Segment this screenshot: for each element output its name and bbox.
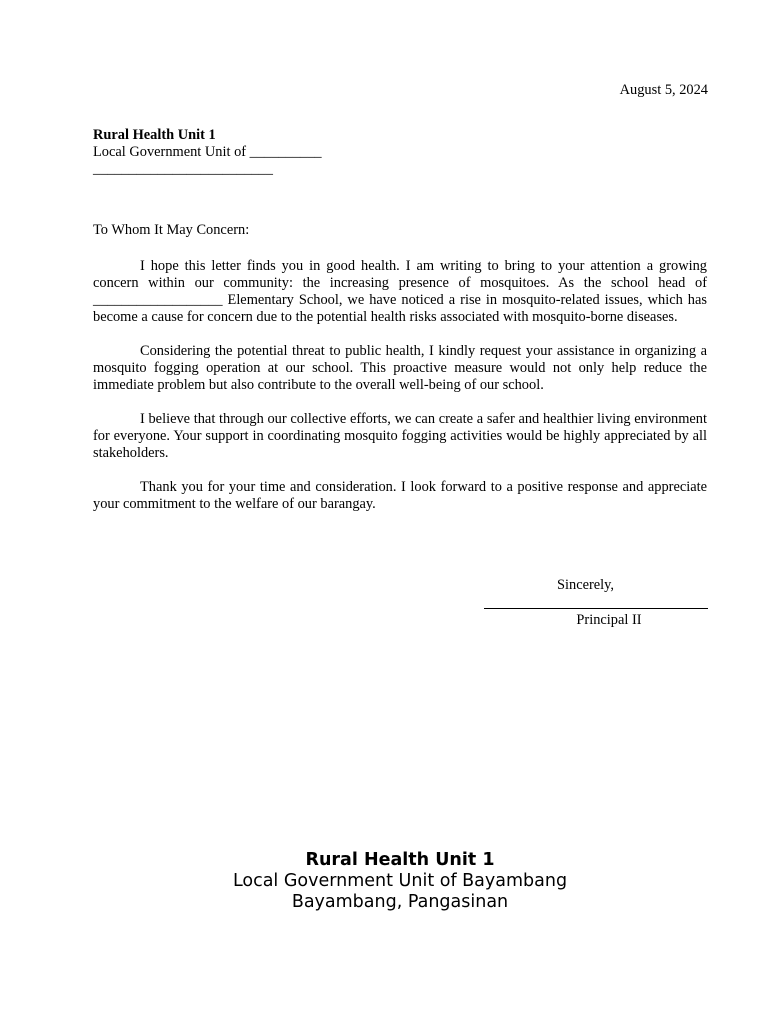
- recipient-line-2: _________________________: [93, 161, 273, 177]
- signature-line: [484, 608, 708, 609]
- letter-footer: [0, 850, 768, 913]
- recipient-block: [93, 127, 693, 178]
- body-paragraph-3: I believe that through our collective efforts, we can create a safer and healthier living environment for everyone. Your support in coordinating mosquito fogging activities would be highly appreciated by all stakeholders.: [93, 411, 707, 461]
- footer-line-1: Local Government Unit of Bayambang: [232, 871, 568, 891]
- closing-block: [484, 577, 708, 629]
- body-paragraph-2: Considering the potential threat to public health, I kindly request your assistance in organizing a mosquito fogging operation at our school. This proactive measure would not only help reduce the immediate problem but also contribute to the overall well-being of our school.: [93, 343, 707, 393]
- letter-body: [93, 258, 707, 530]
- closing-phrase: Sincerely,: [557, 577, 615, 593]
- signatory-title: Principal II: [576, 612, 642, 628]
- footer-title: Rural Health Unit 1: [305, 850, 495, 870]
- recipient-name: Rural Health Unit 1: [93, 127, 216, 143]
- body-paragraph-1: I hope this letter finds you in good health. I am writing to bring to your attention a growing concern within our community: the increasing presence of mosquitoes. As the school head of __________________ Elementary School, we have noticed a rise in mosquito-related issues, which has become a cause for concern due to the potential health risks associated with mosquito-borne diseases.: [93, 258, 707, 325]
- letter-date: August 5, 2024: [619, 82, 708, 98]
- salutation: To Whom It May Concern:: [93, 222, 250, 238]
- recipient-line-1: Local Government Unit of __________: [93, 144, 322, 160]
- body-paragraph-4: Thank you for your time and consideration. I look forward to a positive response and appreciate your commitment to the welfare of our barangay.: [93, 479, 707, 512]
- footer-line-2: Bayambang, Pangasinan: [291, 892, 509, 912]
